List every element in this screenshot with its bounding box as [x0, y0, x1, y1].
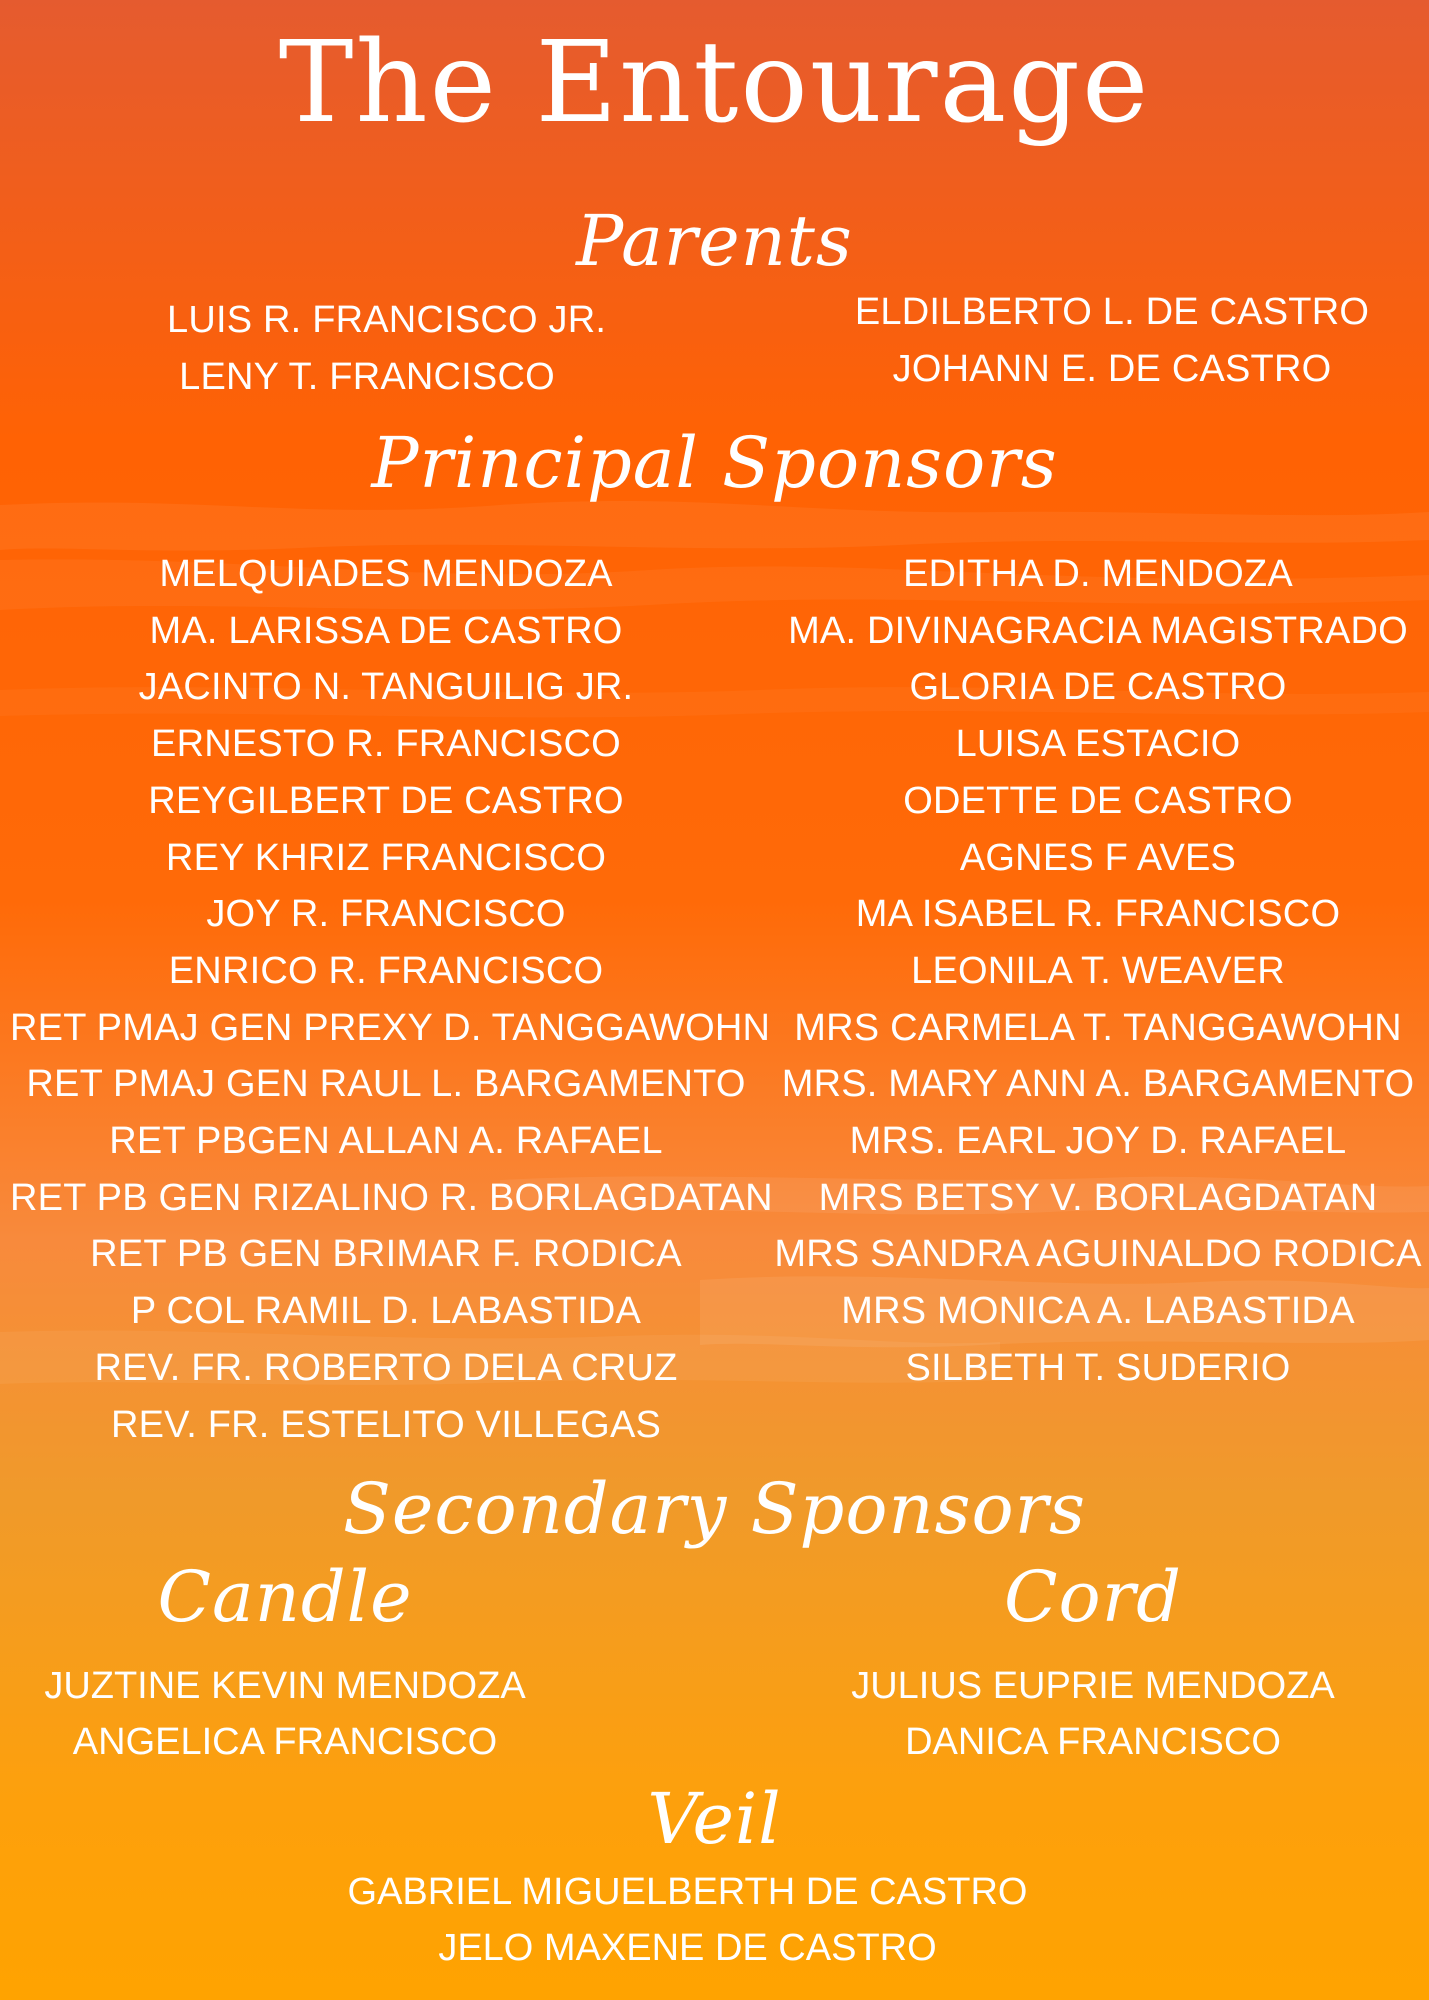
list-item: ELDILBERTO L. DE CASTRO	[854, 291, 1370, 333]
list-item: MRS. EARL JOY D. RAFAEL	[849, 1120, 1347, 1163]
list-item: RET PMAJ GEN PREXY D. TANGGAWOHN	[10, 1006, 771, 1049]
list-item: JULIUS EUPRIE MENDOZA	[851, 1665, 1335, 1707]
veil-names-list	[0, 1864, 1375, 1976]
list-item: REV. FR. ROBERTO DELA CRUZ	[94, 1346, 678, 1389]
list-item: LENY T. FRANCISCO	[179, 355, 555, 398]
list-item: ODETTE DE CASTRO	[903, 779, 1293, 822]
list-item: MRS SANDRA AGUINALDO RODICA	[774, 1233, 1422, 1276]
list-item: RET PB GEN BRIMAR F. RODICA	[90, 1233, 682, 1276]
list-item: MA ISABEL R. FRANCISCO	[855, 893, 1341, 936]
list-item: P COL RAMIL D. LABASTIDA	[130, 1290, 642, 1333]
parents-heading: Parents	[576, 200, 853, 282]
list-item: MRS. MARY ANN A. BARGAMENTO	[781, 1063, 1415, 1106]
list-item: REV. FR. ESTELITO VILLEGAS	[110, 1403, 662, 1446]
list-item: LEONILA T. WEAVER	[911, 949, 1285, 992]
list-item: MRS BETSY V. BORLAGDATAN	[818, 1176, 1378, 1219]
candle-heading: Candle	[157, 1556, 413, 1638]
list-item: GLORIA DE CASTRO	[909, 666, 1287, 709]
list-item: GABRIEL MIGUELBERTH DE CASTRO	[347, 1871, 1028, 1913]
secondary-sponsors-heading: Secondary Sponsors	[342, 1468, 1087, 1550]
cord-names-list	[843, 1658, 1343, 1770]
list-item: LUIS R. FRANCISCO JR.	[167, 299, 607, 341]
list-item: MRS CARMELA T. TANGGAWOHN	[794, 1006, 1402, 1049]
list-item: LUISA ESTACIO	[955, 723, 1241, 766]
list-item: ANGELICA FRANCISCO	[72, 1721, 498, 1763]
list-item: REYGILBERT DE CASTRO	[148, 779, 624, 822]
candle-names-list	[35, 1658, 535, 1770]
list-item: MA. DIVINAGRACIA MAGISTRADO	[788, 609, 1408, 652]
parents-right-list	[852, 284, 1372, 397]
list-item: RET PB GEN RIZALINO R. BORLAGDATAN	[10, 1176, 773, 1219]
principal-sponsors-heading: Principal Sponsors	[371, 422, 1058, 504]
list-item: MELQUIADES MENDOZA	[159, 553, 613, 595]
list-item: ENRICO R. FRANCISCO	[168, 949, 604, 992]
list-item: AGNES F AVES	[959, 836, 1237, 879]
principal-sponsors-right-list	[770, 546, 1426, 1397]
veil-heading: Veil	[647, 1778, 782, 1860]
page-title: The Entourage	[278, 18, 1151, 148]
list-item: ERNESTO R. FRANCISCO	[151, 723, 621, 766]
list-item: RET PBGEN ALLAN A. RAFAEL	[109, 1120, 663, 1163]
list-item: JUZTINE KEVIN MENDOZA	[44, 1665, 526, 1707]
list-item: RET PMAJ GEN RAUL L. BARGAMENTO	[26, 1063, 746, 1106]
list-item: DANICA FRANCISCO	[905, 1721, 1281, 1763]
list-item: EDITHA D. MENDOZA	[903, 553, 1293, 595]
principal-sponsors-left-list	[10, 546, 773, 1453]
list-item: JOY R. FRANCISCO	[206, 893, 566, 936]
list-item: MRS MONICA A. LABASTIDA	[841, 1290, 1355, 1333]
list-item: SILBETH T. SUDERIO	[905, 1346, 1291, 1389]
list-item: MA. LARISSA DE CASTRO	[149, 609, 623, 652]
list-item: JELO MAXENE DE CASTRO	[438, 1927, 937, 1969]
list-item: JACINTO N. TANGUILIG JR.	[138, 666, 634, 709]
cord-heading: Cord	[1004, 1556, 1182, 1638]
parents-left-list	[167, 292, 607, 405]
list-item: REY KHRIZ FRANCISCO	[165, 836, 607, 879]
list-item: JOHANN E. DE CASTRO	[892, 347, 1332, 390]
